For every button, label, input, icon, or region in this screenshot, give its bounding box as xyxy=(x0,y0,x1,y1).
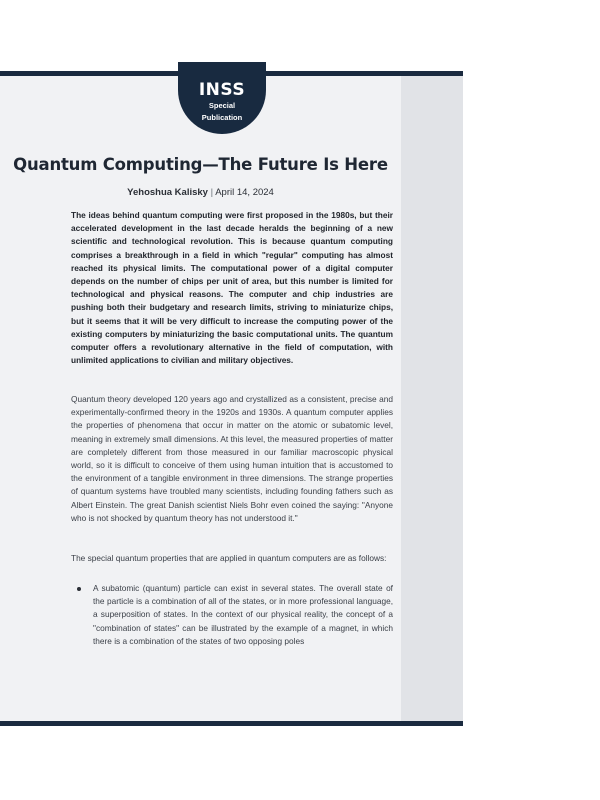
byline xyxy=(0,187,401,198)
article-title: Quantum Computing—The Future Is Here xyxy=(13,155,388,174)
body-paragraph: Quantum theory developed 120 years ago and crystallized as a consistent, precise and experimentally-confirmed theory in the 1920s and 1930s. A quantum computer applies the properties of phenomena that occur in matter on the atomic or subatomic level, meaning in extremely small dimensions. At this level, the measured properties of matter are completely different from those measured in our familiar macroscopic physical world, so it is difficult to conceive of them using human intuition that is accustomed to the environment of a tangible environment in three dimensions. The strange properties of quantum systems have troubled many scientists, including founding fathers such as Albert Einstein. The great Danish scientist Niels Bohr even coined the saying: "Anyone who is not shocked by quantum theory has not understood it." xyxy=(71,394,393,523)
badge-line-special: Special xyxy=(208,101,236,110)
inss-logo: INSS xyxy=(198,80,246,100)
abstract-paragraph: The ideas behind quantum computing were first proposed in the 1980s, but their accelerated development in the last decade heralds the beginning of a new scientific and technological revolution. This is because quantum computing comprises a breakthrough in a field in which "regular" computing has almost reached its physical limits. The computational power of a digital computer depends on the number of chips per unit of area, but this number is limited for technological and physical reasons. The computer and chip industries are pushing both their budgetary and research limits, striving to miniaturize chips, but it seems that it will be very difficult to increase the computing power of the existing computers by miniaturizing the basic computational units. The quantum computer offers a revolutionary alternative in the field of computation, with unlimited applications to civilian and military objectives. xyxy=(71,210,393,366)
byline-separator: | xyxy=(210,187,214,198)
right-margin-panel xyxy=(401,76,463,721)
properties-list xyxy=(71,582,393,648)
author-name: Yehoshua Kalisky xyxy=(127,187,208,198)
list-item-text: A subatomic (quantum) particle can exist in several states. The overall state of the particle is a combination of all of the states, or in more professional language, a superposition of states. In the context of our physical reality, the concept of a "combination of states" can be illustrated by the example of a magnet, in which there is a combination of the states of two opposing poles xyxy=(93,583,393,646)
badge-line-publication: Publication xyxy=(201,112,243,122)
body-paragraph: The special quantum properties that are applied in quantum computers are as follows: xyxy=(71,553,387,563)
publication-date: April 14, 2024 xyxy=(215,187,274,198)
list-item xyxy=(71,582,393,648)
bullet-icon xyxy=(77,587,81,591)
bottom-rule xyxy=(0,721,463,726)
